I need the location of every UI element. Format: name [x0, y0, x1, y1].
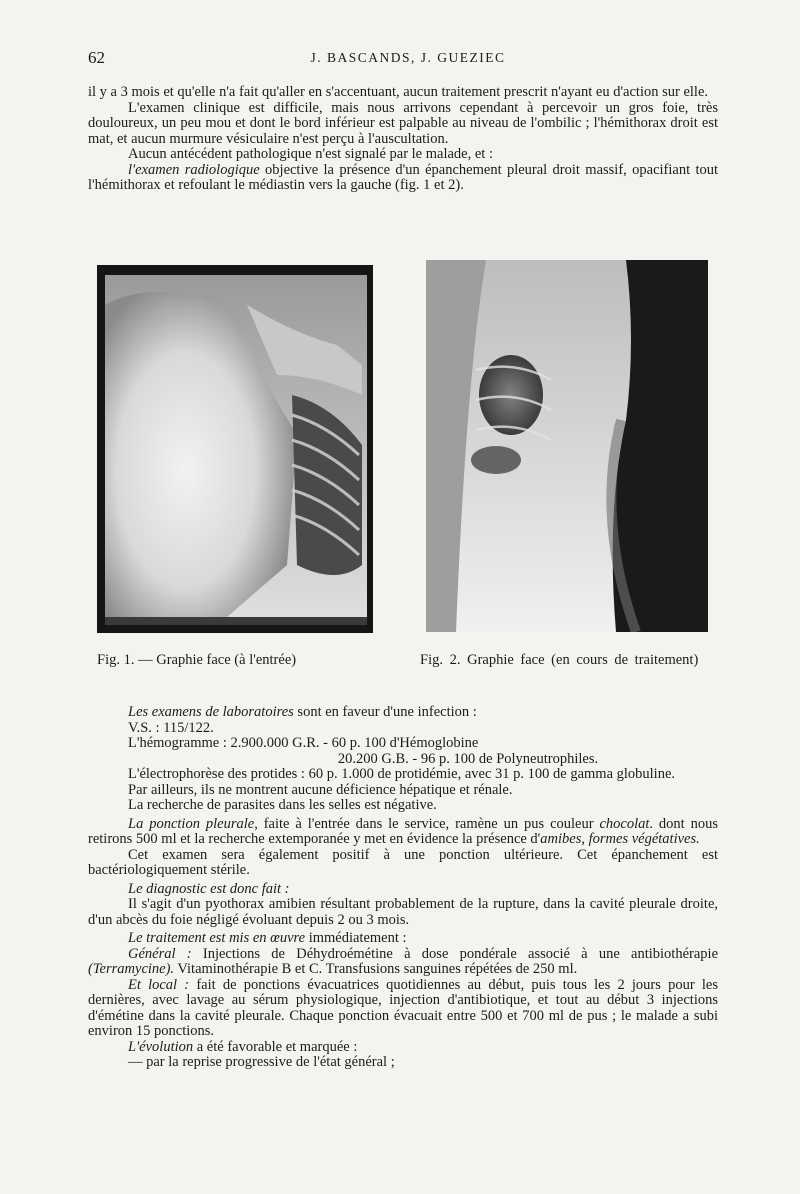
radiology-heading: l'examen radiologique — [128, 161, 260, 178]
body-text — [88, 705, 718, 1071]
figure-1-xray — [97, 265, 373, 633]
parasites-line: La recherche de parasites dans les selles est négative. — [128, 797, 437, 813]
local-paragraph: Et local : fait de ponctions évacuatrices quotidiennes au début, puis tous les 2 jours pour les dernières, avec lavage au sérum physiologique, injection d'antibiotique, et tout au début 3 injections d'émétine dans la cavité pleurale. Chaque ponction évacuait entre 500 et 700 ml de pus ; le malade a subi environ 15 ponctions. — [88, 976, 718, 1039]
intro-paragraph-4: l'examen radiologique objective la présence d'un épanchement pleural droit massif, opacifiant tout l'hémithorax et refoulant le médiastin vers la gauche (fig. 1 et 2). — [88, 161, 719, 193]
intro-paragraph-2: L'examen clinique est difficile, mais nous arrivons cependant à percevoir un gros foie, très douloureux, un peu mou et dont le bord inférieur est palpable au niveau de l'ombilic ; l'hémithorax droit est mat, et aucun murmure vésiculaire n'est perçu à l'auscultation. — [88, 99, 718, 147]
lab-heading: Les examens de laboratoires — [128, 704, 294, 720]
traitement-heading: Le traitement est mis en œuvre — [128, 930, 306, 946]
page-header — [88, 48, 728, 70]
ponction-heading: La ponction pleurale — [128, 815, 255, 832]
evolution-heading: L'évolution — [128, 1038, 194, 1055]
diagnostic-heading: Le diagnostic est donc fait : — [128, 880, 290, 897]
positif-paragraph: Cet examen sera également positif à une ponction ultérieure. Cet épanchement est bactériologiquement stérile. — [88, 846, 718, 878]
figure-2-xray — [426, 260, 708, 632]
lab-paragraph: Les examens de laboratoires sont en faveur d'une infection : — [128, 704, 477, 720]
intro-paragraph-3: Aucun antécédent pathologique n'est signalé par le malade, et : — [128, 146, 493, 162]
hemogram-line-1: L'hémogramme : 2.900.000 G.R. - 60 p. 100 d'Hémoglobine — [128, 735, 479, 751]
intro-paragraph-1: il y a 3 mois et qu'elle n'a fait qu'aller en s'accentuant, aucun traitement prescrit n'ayant eu d'action sur elle. — [88, 84, 709, 100]
diagnostic-paragraph: Il s'agit d'un pyothorax amibien résultant probablement de la rupture, dans la cavité pleurale droite, d'un abcès du foie négligé évoluant depuis 2 ou 3 mois. — [88, 896, 718, 928]
running-head-authors: J. BASCANDS, J. GUEZIEC — [310, 50, 506, 65]
intro-text — [88, 85, 718, 194]
evolution-paragraph: L'évolution a été favorable et marquée : — [128, 1038, 358, 1055]
ponction-paragraph: La ponction pleurale, faite à l'entrée dans le service, ramène un pus couleur chocolat. dont nous retirons 500 ml et la recherche extemporanée y met en évidence la présence d'amibes, formes végétatives. — [88, 815, 719, 847]
traitement-paragraph: Le traitement est mis en œuvre immédiatement : — [128, 930, 407, 946]
hemogram-line-2: 20.200 G.B. - 96 p. 100 de Polyneutrophiles. — [337, 750, 599, 767]
electrophoresis-paragraph: L'électrophorèse des protides : 60 p. 1.000 de protidémie, avec 31 p. 100 de gamma globuline. — [128, 766, 676, 782]
general-paragraph: Général : Injections de Déhydroémétine à dose pondérale associé à une antibiothérapie (Terramycine). Vitaminothérapie B et C. Transfusions sanguines répétées de 250 ml. — [88, 945, 719, 977]
vs-line: V.S. : 115/122. — [128, 719, 214, 736]
figure-1-caption: Fig. 1. — Graphie face (à l'entrée) — [97, 652, 297, 668]
page-number: 62 — [88, 48, 105, 67]
figure-2-caption: Fig. 2. Graphie face (en cours de traitement) — [420, 652, 699, 668]
hepatic-line: Par ailleurs, ils ne montrent aucune déficience hépatique et rénale. — [128, 781, 513, 798]
reprise-line: — par la reprise progressive de l'état général ; — [128, 1054, 395, 1070]
